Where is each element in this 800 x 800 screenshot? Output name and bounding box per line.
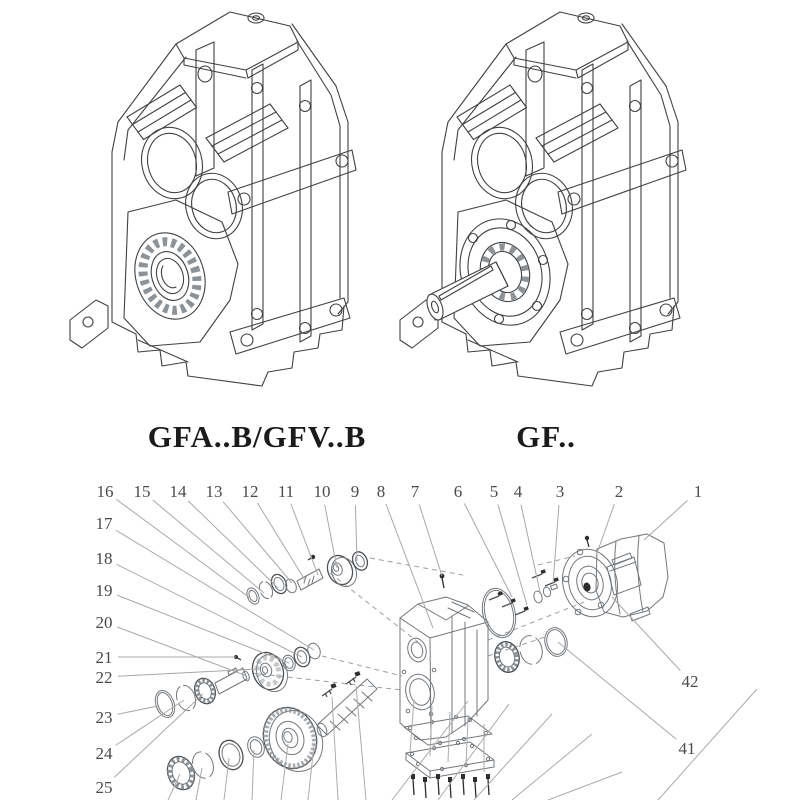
motor (556, 534, 668, 623)
callouts-layer (96, 482, 703, 797)
callout-2: 2 (614, 482, 624, 501)
callout-13: 13 (205, 482, 223, 501)
callout-17: 17 (95, 514, 113, 533)
leader-line-3 (553, 505, 559, 584)
leader-line-6 (464, 503, 512, 597)
callout-3: 3 (555, 482, 565, 501)
callout-18: 18 (95, 549, 113, 568)
gear-bolts (322, 671, 361, 697)
callout-42: 42 (681, 672, 699, 691)
leader-line-22 (118, 669, 257, 676)
leader-line-2 (596, 504, 614, 556)
exploded-view (96, 482, 758, 800)
leader-line-1 (644, 500, 688, 540)
gasket-and-pan (404, 700, 494, 798)
gearbox-drawing-gfab-gfvb (70, 12, 356, 386)
callout-15: 15 (133, 482, 151, 501)
output-shaft-flange (424, 207, 564, 337)
leader-line-20 (117, 627, 247, 676)
callout-24: 24 (95, 744, 113, 763)
leader-line-12 (257, 503, 305, 580)
leader-line-24 (116, 700, 184, 745)
callout-41: 41 (678, 739, 696, 758)
leader-line-18 (117, 564, 302, 657)
leader-line-17 (116, 530, 314, 650)
callout-9: 9 (350, 482, 360, 501)
callout-22: 22 (95, 668, 113, 687)
leader-line-23 (118, 706, 158, 714)
leader-line-41 (558, 642, 676, 739)
callout-21: 21 (95, 648, 113, 667)
leader-line-4 (521, 505, 540, 592)
assembly-axis-lines (252, 556, 584, 690)
callout-16: 16 (96, 482, 114, 501)
callout-23: 23 (95, 708, 113, 727)
model-label-left: GFA..B/GFV..B (147, 419, 367, 454)
leader-line-15 (153, 500, 264, 593)
pan-bolts (411, 774, 490, 798)
leader-line-8 (386, 504, 433, 628)
callout-8: 8 (376, 482, 386, 501)
model-label-right: GF.. (516, 419, 576, 454)
leader-line-19 (117, 595, 289, 663)
callout-19: 19 (95, 581, 113, 600)
callout-6: 6 (453, 482, 463, 501)
leader-line-16 (116, 499, 250, 598)
callout-4: 4 (513, 482, 523, 501)
middle-shaft-assembly (152, 641, 323, 720)
callout-5: 5 (489, 482, 499, 501)
upper-shaft-assembly (245, 549, 371, 606)
hollow-shaft-bearing (124, 224, 216, 329)
callout-14: 14 (169, 482, 187, 501)
callout-1: 1 (693, 482, 703, 501)
callout-7: 7 (410, 482, 420, 501)
motor-side-parts (477, 569, 570, 675)
gearbox-drawing-gf (400, 12, 686, 386)
housing-screws (489, 569, 559, 615)
callout-25: 25 (95, 778, 113, 797)
leader-line-7 (419, 504, 442, 576)
callout-11: 11 (277, 482, 295, 501)
callout-20: 20 (95, 613, 113, 632)
callout-12: 12 (241, 482, 259, 501)
callout-10: 10 (313, 482, 331, 501)
